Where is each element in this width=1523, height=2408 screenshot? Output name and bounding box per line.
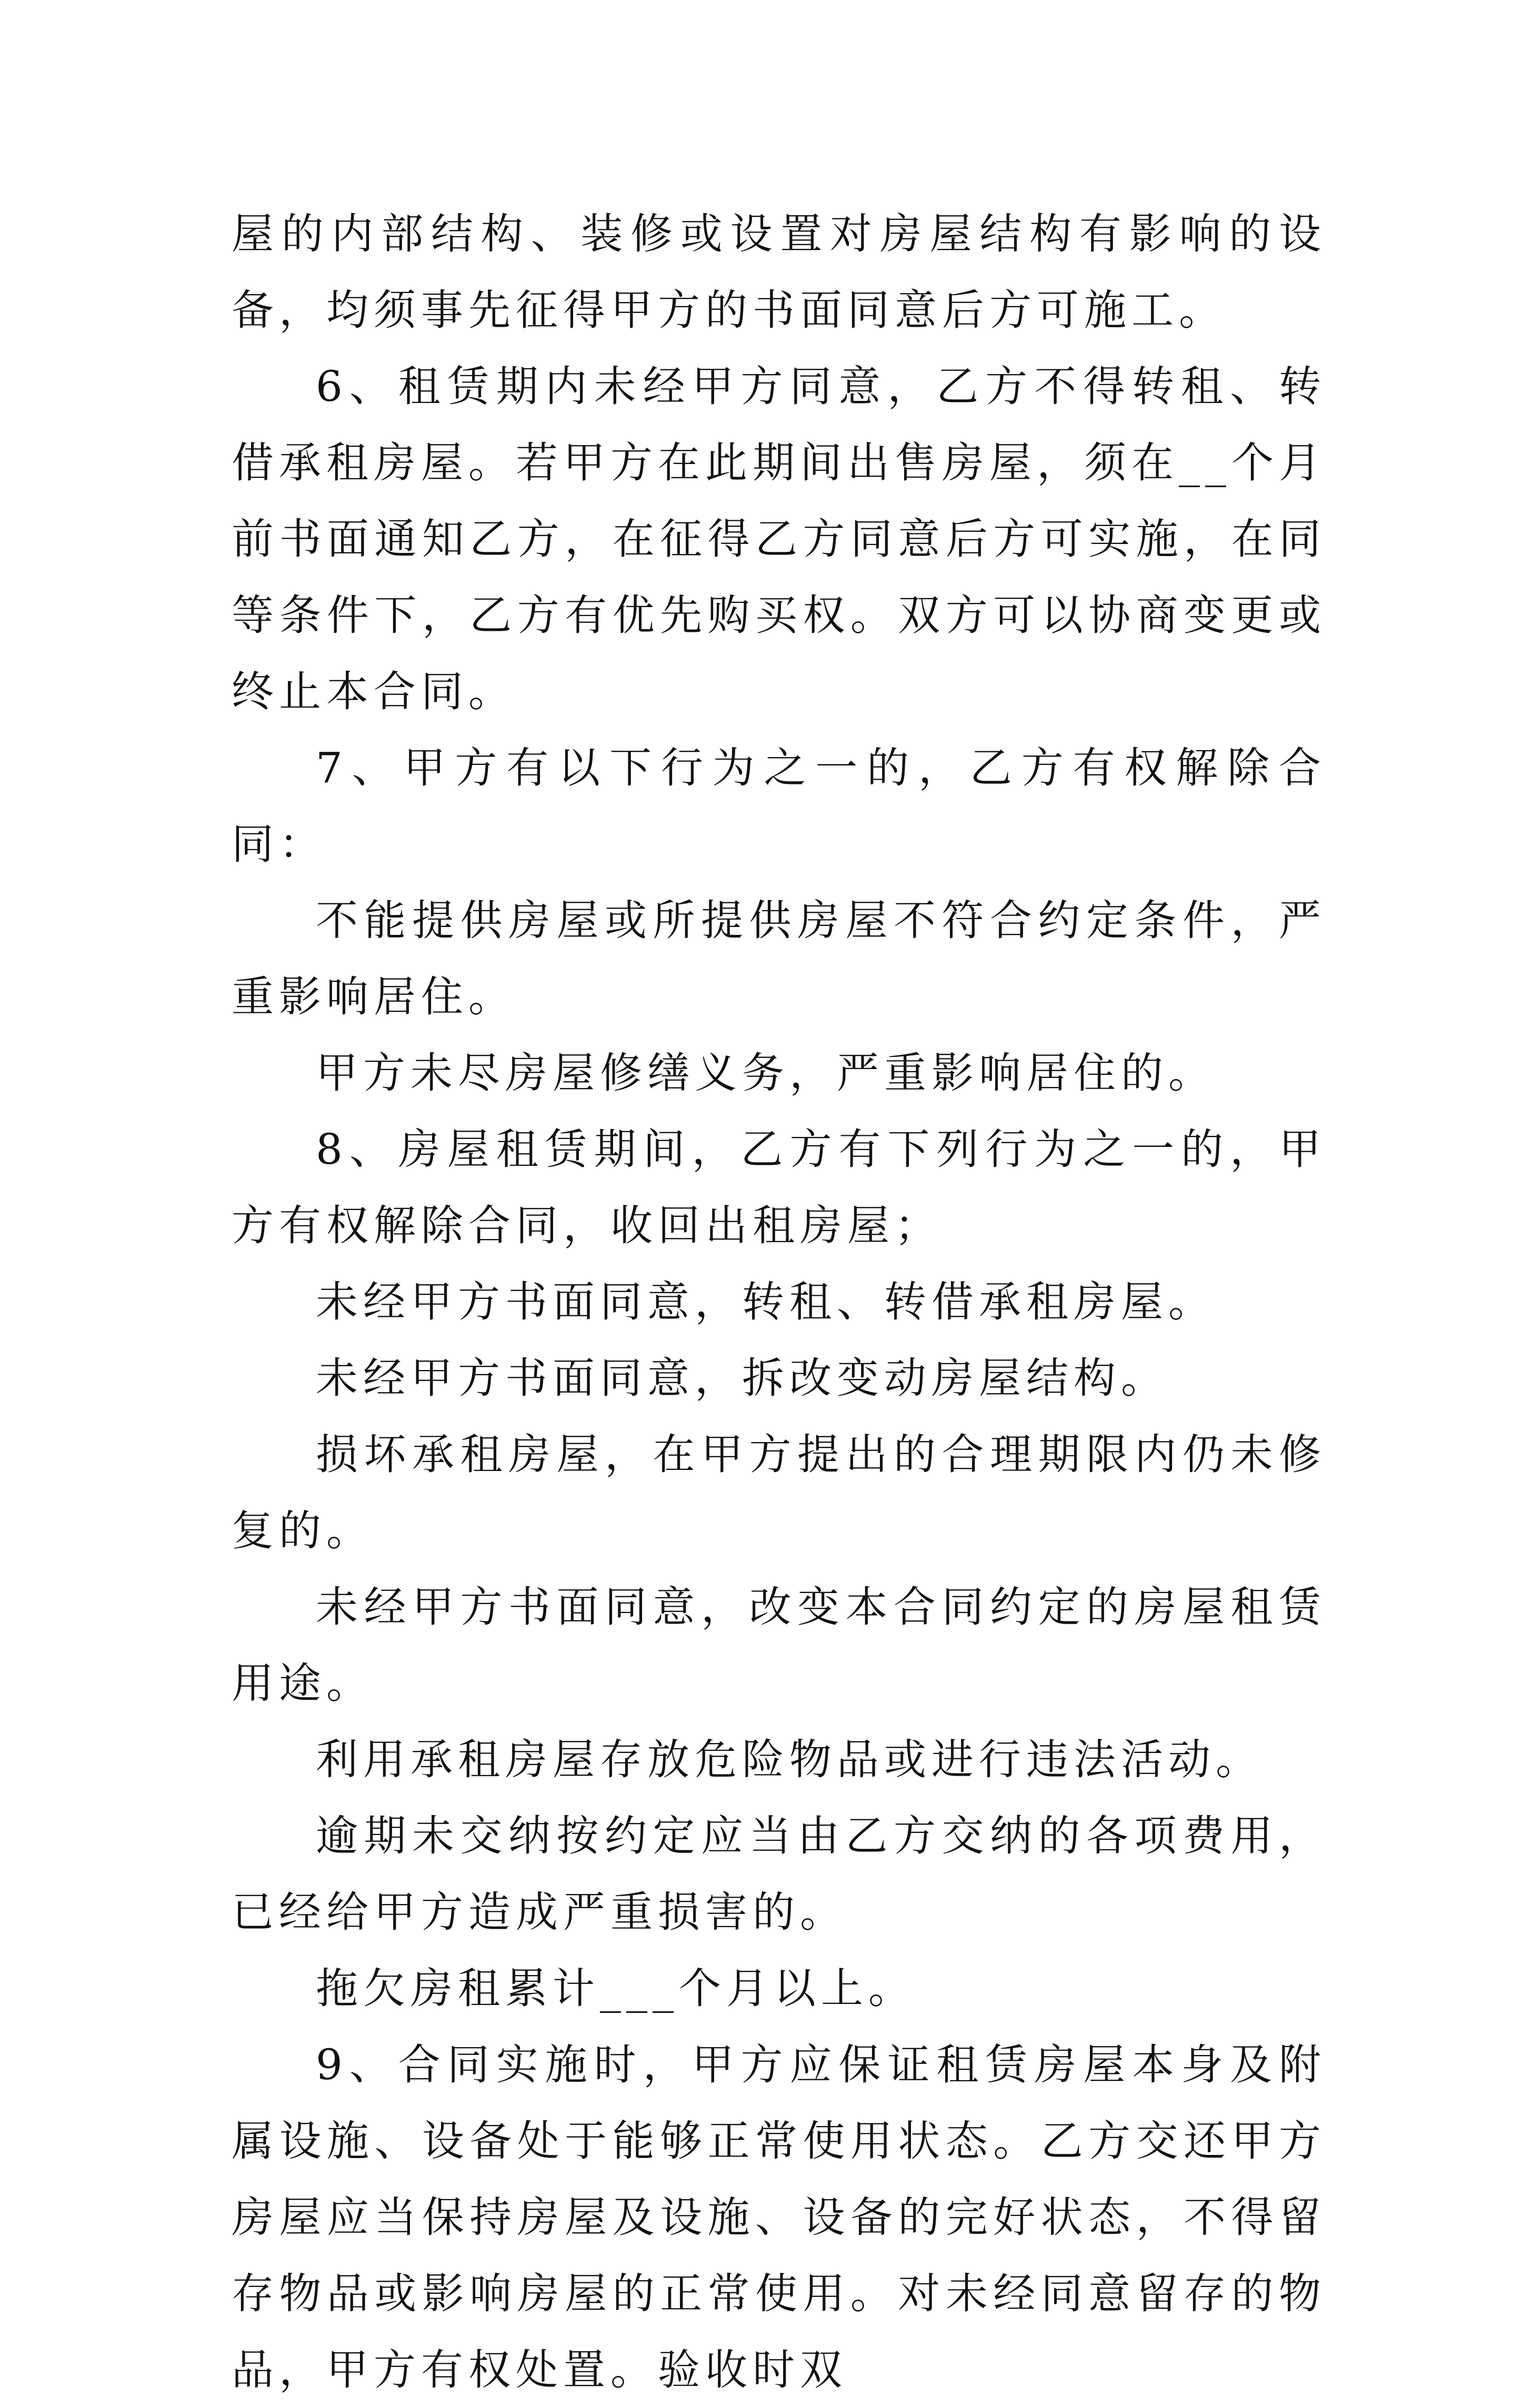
document-body [232, 196, 1326, 2408]
paragraph-clause-7: 7、甲方有以下行为之一的，乙方有权解除合同： [232, 743, 1326, 869]
paragraph-continuation: 屋的内部结构、装修或设置对房屋结构有影响的设备，均须事先征得甲方的书面同意后方可施工。 [232, 209, 1326, 335]
paragraph-clause-8-item-1: 未经甲方书面同意，转租、转借承租房屋。 [316, 1277, 1216, 1326]
paragraph-clause-8-item-3: 损坏承租房屋，在甲方提出的合理期限内仍未修复的。 [232, 1430, 1326, 1555]
paragraph-clause-8-item-2: 未经甲方书面同意，拆改变动房屋结构。 [316, 1354, 1168, 1403]
paragraph-clause-7-item-1: 不能提供房屋或所提供房屋不符合约定条件，严重影响居住。 [232, 896, 1326, 1021]
paragraph-clause-9: 9、合同实施时，甲方应保证租赁房屋本身及附属设施、设备处于能够正常使用状态。乙方交还甲方房屋应当保持房屋及设施、设备的完好状态，不得留存物品或影响房屋的正常使用。对未经同意留存的物品，甲方有权处置。验收时双 [232, 2040, 1326, 2394]
paragraph-clause-8: 8、房屋租赁期间，乙方有下列行为之一的，甲方有权解除合同，收回出租房屋； [232, 1125, 1326, 1250]
paragraph-clause-8-item-5: 利用承租房屋存放危险物品或进行违法活动。 [316, 1735, 1263, 1784]
paragraph-clause-8-item-4: 未经甲方书面同意，改变本合同约定的房屋租赁用途。 [232, 1583, 1326, 1708]
paragraph-clause-8-item-6: 逾期未交纳按约定应当由乙方交纳的各项费用，已经给甲方造成严重损害的。 [232, 1811, 1326, 1937]
paragraph-clause-8-item-7: 拖欠房租累计___个月以上。 [316, 1964, 916, 2013]
paragraph-clause-7-item-2: 甲方未尽房屋修缮义务，严重影响居住的。 [316, 1049, 1216, 1097]
paragraph-clause-6: 6、租赁期内未经甲方同意，乙方不得转租、转借承租房屋。若甲方在此期间出售房屋，须在__个月前书面通知乙方，在征得乙方同意后方可实施，在同等条件下，乙方有优先购买权。双方可以协商变更或终止本合同。 [232, 362, 1326, 716]
